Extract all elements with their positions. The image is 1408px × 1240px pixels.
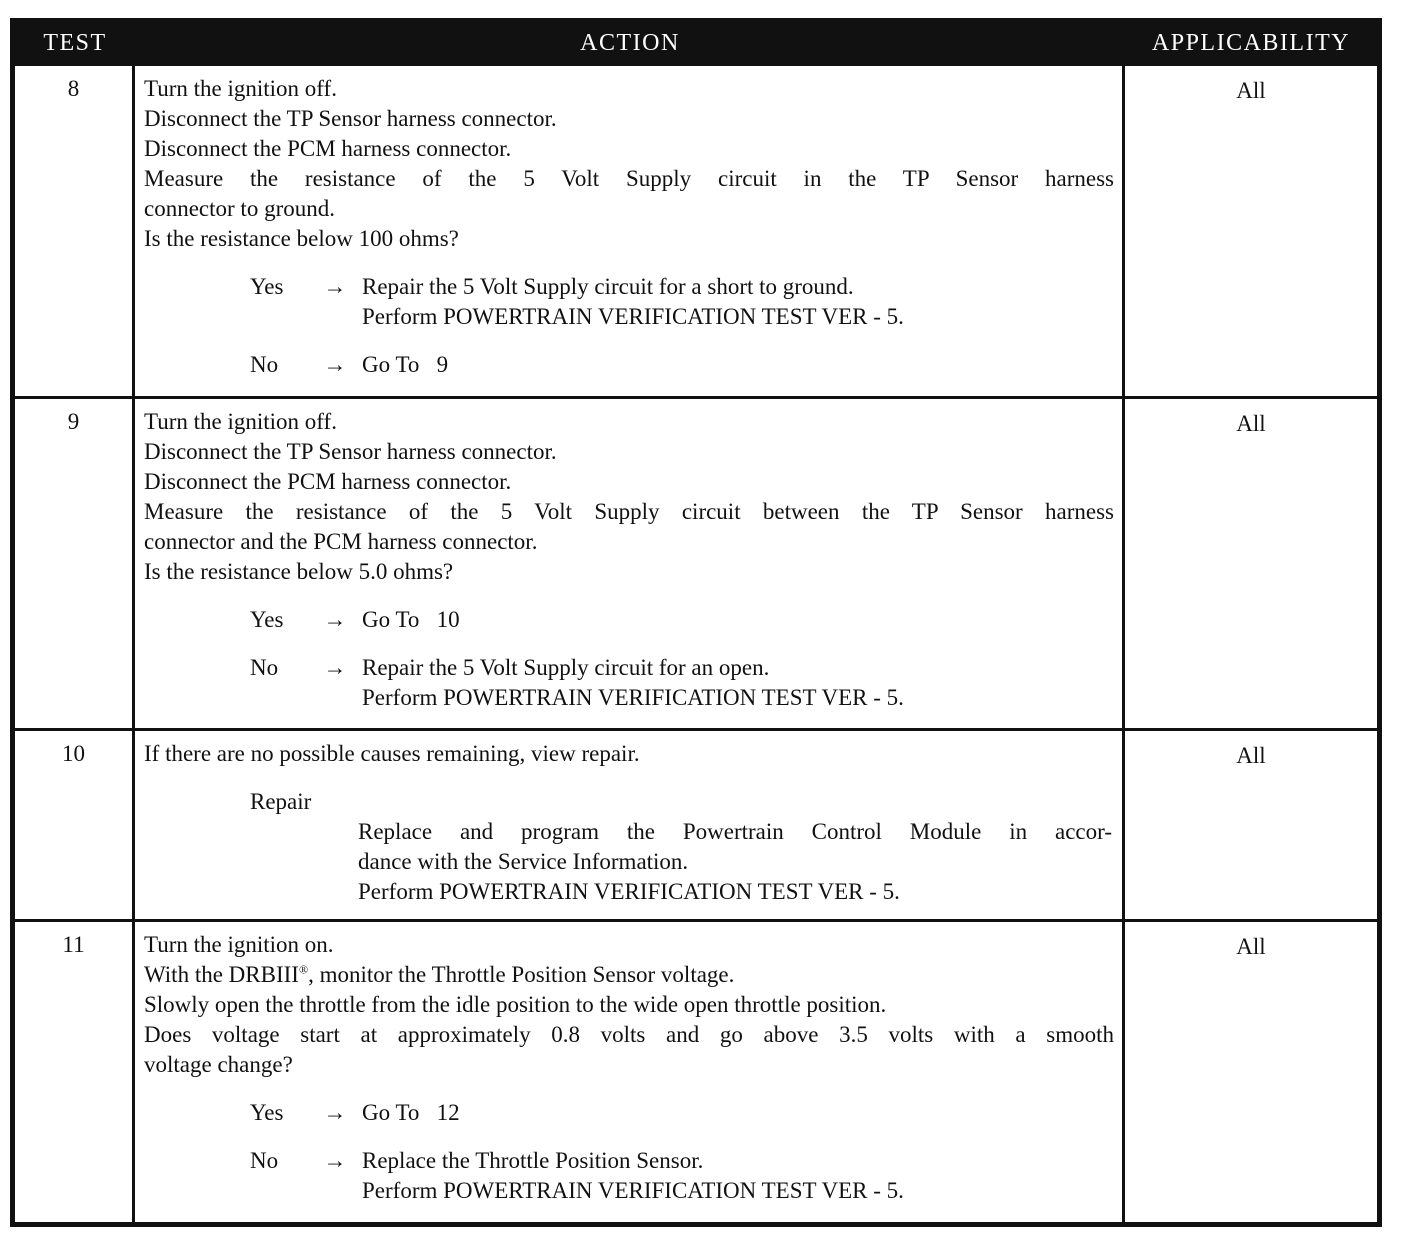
yes-result: Repair the 5 Volt Supply circuit for a short to ground. Perform POWERTRAIN VERIFICATION TEST VER - 5.: [362, 274, 904, 329]
applicability-value: All: [1236, 934, 1266, 959]
no-result: Replace the Throttle Position Sensor. Perform POWERTRAIN VERIFICATION TEST VER - 5.: [362, 1148, 904, 1203]
action-cell: [135, 922, 1125, 1222]
action-line: Is the resistance below 5.0 ohms?: [144, 559, 454, 584]
action-line: Turn the ignition off.: [144, 409, 337, 434]
applicability-value: All: [1236, 78, 1266, 103]
action-line: Turn the ignition on.: [144, 932, 334, 957]
no-result: Repair the 5 Volt Supply circuit for an open. Perform POWERTRAIN VERIFICATION TEST VER - 5.: [362, 655, 904, 710]
action-line: Is the resistance below 100 ohms?: [144, 226, 459, 251]
no-branch: [250, 1146, 1114, 1206]
test-number: 8: [15, 66, 135, 396]
right-arrow-icon: →: [323, 274, 347, 299]
action-cell: [135, 399, 1125, 728]
yes-label: Yes: [250, 274, 284, 299]
action-cell: [135, 66, 1125, 396]
action-line: voltage change?: [144, 1052, 293, 1077]
action-line: Slowly open the throttle from the idle position to the wide open throttle position.: [144, 992, 887, 1017]
right-arrow-icon: →: [323, 1100, 347, 1125]
action-line: Measure the resistance of the 5 Volt Supply circuit in the TP Sensor harness: [144, 166, 1114, 191]
right-arrow-icon: →: [323, 352, 347, 377]
table-row-test-11: [15, 919, 1377, 1222]
right-arrow-icon: →: [323, 1148, 347, 1173]
table-row-test-8: [15, 63, 1377, 396]
test-number: 9: [15, 399, 135, 728]
action-line: Disconnect the TP Sensor harness connector.: [144, 106, 557, 131]
applicability-value: All: [1236, 743, 1266, 768]
test-number: 10: [15, 731, 135, 919]
no-label: No: [250, 352, 279, 377]
right-arrow-icon: →: [323, 607, 347, 632]
no-label: No: [250, 655, 279, 680]
no-result: Go To 9: [362, 352, 449, 377]
yes-branch: [250, 605, 1114, 635]
right-arrow-icon: →: [323, 655, 347, 680]
action-line: Turn the ignition off.: [144, 76, 337, 101]
yes-label: Yes: [250, 607, 284, 632]
action-line: With the DRBIII®, monitor the Throttle Position Sensor voltage.: [144, 962, 735, 987]
no-branch: [250, 653, 1114, 713]
action-line: connector and the PCM harness connector.: [144, 529, 538, 554]
repair-label: Repair: [250, 789, 312, 814]
yes-result: Go To 10: [362, 607, 460, 632]
yes-label: Yes: [250, 1100, 284, 1125]
action-line: Does voltage start at approximately 0.8 volts and go above 3.5 volts with a smooth: [144, 1022, 1114, 1047]
header-action: ACTION: [580, 29, 680, 56]
action-line: Disconnect the PCM harness connector.: [144, 136, 512, 161]
diagnostic-test-table: [10, 18, 1382, 1227]
table-row-test-9: [15, 396, 1377, 728]
no-branch: [250, 350, 1114, 380]
registered-mark: ®: [298, 962, 309, 977]
action-line: Disconnect the PCM harness connector.: [144, 469, 512, 494]
no-label: No: [250, 1148, 279, 1173]
action-line: Disconnect the TP Sensor harness connector.: [144, 439, 557, 464]
yes-branch: [250, 272, 1114, 332]
action-cell: [135, 731, 1125, 919]
table-header: [15, 23, 1377, 63]
action-line: connector to ground.: [144, 196, 335, 221]
yes-branch: [250, 1098, 1114, 1128]
header-applicability: APPLICABILITY: [1151, 29, 1351, 56]
yes-result: Go To 12: [362, 1100, 460, 1125]
header-test: TEST: [43, 29, 107, 56]
applicability-value: All: [1236, 411, 1266, 436]
action-line: If there are no possible causes remaining, view repair.: [144, 741, 640, 766]
repair-instructions: Replace and program the Powertrain Control Module in accor- dance with the Service Information. Perform POWERTRAIN VERIFICATION TEST VER - 5.: [358, 819, 1112, 904]
action-line: Measure the resistance of the 5 Volt Supply circuit between the TP Sensor harness: [144, 499, 1114, 524]
table-row-test-10: [15, 728, 1377, 919]
test-number: 11: [15, 922, 135, 1222]
